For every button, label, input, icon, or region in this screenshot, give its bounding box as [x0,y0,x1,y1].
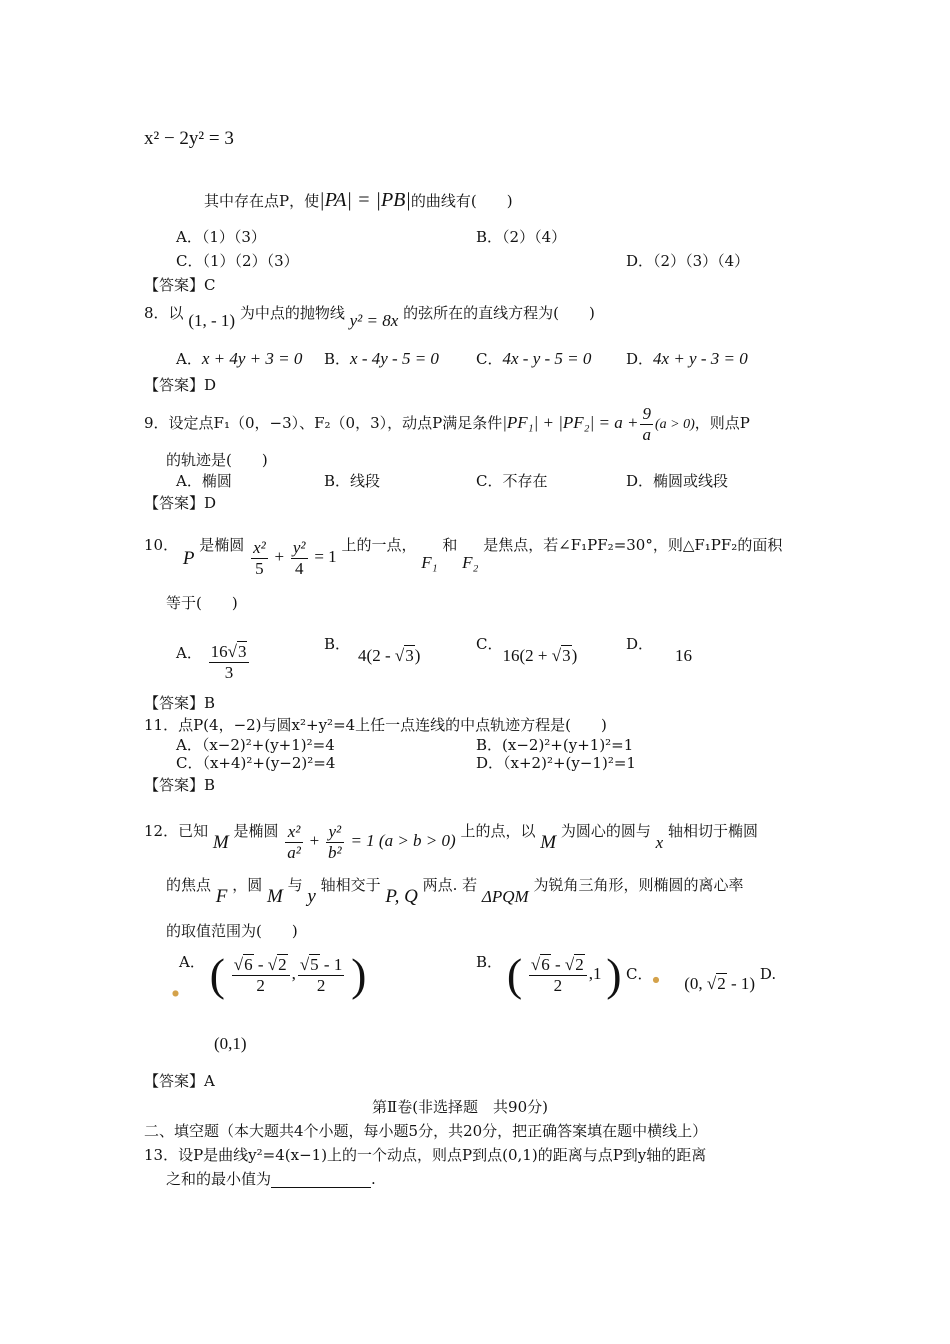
q12-option-b [476,949,622,1000]
q9-frac-den: a [642,424,651,444]
q10-c-label: C． [476,635,503,653]
q12-line3: 的取值范围为( ) [166,922,298,940]
q10-plus: + [274,547,285,567]
q12-b-frac [529,955,587,995]
q9-line2: 的轨迹是( ) [166,451,268,469]
q12-pq: P, Q [385,886,418,907]
q12-frac-x [285,822,303,862]
q10-option-b [324,634,421,665]
q12-b-label: B． [476,953,503,971]
q12-frac-y-num: y² [326,822,344,843]
q10-t3: 是焦点，若∠F₁PF₂=30°，则△F₁PF₂的面积 [483,536,783,555]
q10-frac-y-den: 4 [294,558,304,578]
right-paren-icon: ) [606,949,622,1000]
q8-c-value: 4x - y - 5 = 0 [502,349,592,368]
q12-l2b: ，圆 [232,876,263,894]
q10-frac-x-den: 5 [255,558,264,578]
q7-stem-pre: 其中存在点P，使 [204,192,320,210]
q10-d-label: D． [626,635,654,653]
q10-c-value: 16(2 + √3) [502,646,578,665]
q12-option-c [626,964,777,993]
q12-l2d: 轴相交于 [320,876,381,894]
q7-answer: 【答案】C [144,276,216,294]
q12-l2f: 为锐角三角形，则椭圆的离心率 [533,876,744,894]
q9-post: ，则点P [694,414,750,433]
q10-a-num: 16√3 [209,642,250,663]
q7-stem-abs: |PA| = |PB| [319,189,411,211]
q10-point-p: P [182,548,195,570]
q12-frac-x-den: a² [287,842,301,862]
q8-b-label: B． [324,350,351,368]
q12-m2: M [540,832,557,854]
q12-a-n1: √6 - √2 [232,955,290,976]
q12-triangle: ΔPQM [481,887,529,906]
q10-a-fraction [209,642,250,682]
q10-d-value: 16 [675,646,693,665]
q8-a-label: A． [176,350,202,368]
q12-a-frac1 [232,955,290,995]
q7-option-c: C．（1）（2）（3） [176,252,299,270]
q8-option-a [176,349,302,369]
q8-post: 的弦所在的直线方程为( ) [403,304,595,322]
answer-blank[interactable] [271,1173,371,1188]
q9-option-b: B．线段 [324,472,381,490]
left-paren-icon: ( [209,949,225,1000]
q12-frac-x-num: x² [285,822,303,843]
q13-line2-text: 之和的最小值为 [166,1170,272,1188]
q12-m3: M [266,886,283,907]
q12-line2 [166,874,744,907]
q7-option-b: B．（2）（4） [476,228,567,246]
q10-option-a [176,634,251,682]
q7-equation-4: x² − 2y² = 3 [144,128,234,149]
mark-dot-icon: ● [652,974,660,984]
q9-condition-2: (a > 0) [654,417,695,433]
q7-option-d: D．（2）（3）（4） [626,252,750,270]
q12-y: y [307,886,316,907]
q8-stem [144,303,595,330]
q8-option-d [626,349,748,369]
q10-and: 和 [442,536,458,555]
q12-stem [144,812,759,862]
q12-l2e: 两点. 若 [422,876,478,894]
q11-answer: 【答案】B [144,776,216,794]
q10-num: 10． [144,536,179,555]
q10-frac-x-num: x² [253,538,266,557]
q8-a-value: x + 4y + 3 = 0 [201,349,303,368]
q10-option-d [626,634,693,665]
q12-plus: + [309,831,320,851]
q10-f1: F₁ [421,553,438,573]
q12-b-n1: √6 - √2 [529,955,587,976]
q8-answer: 【答案】D [144,376,217,394]
q13-line2 [166,1170,376,1188]
q9-option-c: C．不存在 [476,472,548,490]
q10-frac-y [291,538,308,578]
q13-line1: 13．设P是曲线y²=4(x−1)上的一个动点，则点P到点(0,1)的距离与点P到y轴的距离 [144,1146,707,1164]
section-title: 第Ⅱ卷(非选择题 共90分) [372,1098,548,1116]
q13-end: . [371,1170,376,1188]
q9-option-a: A．椭圆 [176,472,232,490]
q10-t2: 上的一点， [341,536,417,555]
q12-l2a: 的焦点 [166,876,212,894]
q12-frac-y-den: b² [328,842,342,862]
q10-b-label: B． [324,635,351,653]
left-paren-icon: ( [506,949,523,1000]
q10-frac-y-num: y² [292,538,306,557]
q11-option-a: A．（x−2)²+(y+1)²=4 [176,736,335,754]
q12-a-d1: 2 [256,975,265,995]
q9-option-d: D．椭圆或线段 [626,472,729,490]
q10-b-value: 4(2 - √3) [358,646,421,665]
q12-frac-y [326,822,344,862]
q10-answer: 【答案】B [144,694,216,712]
q12-b-tail: ,1 [588,964,602,983]
q12-x: x [655,833,664,853]
q12-t1: 是椭圆 [233,822,279,841]
q12-answer: 【答案】A [144,1072,215,1090]
q8-num: 8．以 [144,304,184,322]
q12-d-label: D. [759,965,777,983]
q11-option-c: C．（x+4)²+(y−2)²=4 [176,754,336,772]
q10-option-c [476,634,578,665]
q9-stem [144,404,750,444]
q8-point: (1, - 1) [188,311,236,330]
q8-d-value: 4x + y - 3 = 0 [653,349,748,368]
q12-a-label: A． [178,953,205,971]
q12-t2: 上的点，以 [460,822,536,841]
q9-condition: |PF₁| + |PF₂| = a + [502,413,639,433]
q8-parabola: y² = 8x [349,311,399,330]
q8-mid: 为中点的抛物线 [239,304,345,322]
q10-a-label: A． [176,644,202,663]
q8-d-label: D． [626,350,654,368]
q12-option-d-value: (0,1) [214,1034,247,1053]
q10-a-den: 3 [224,662,234,682]
q12-a-n2: √5 - 1 [299,954,343,974]
q11-option-b: B．(x−2)²+(y+1)²=1 [476,736,634,754]
q12-f: F [215,886,228,907]
q12-b-d1: 2 [553,975,563,995]
q12-l2c: 与 [287,876,303,894]
mark-dot-icon: ● [172,988,179,998]
q12-t4: 轴相切于椭圆 [668,822,759,841]
q9-stem-text: 9．设定点F₁（0，−3）、F₂（0，3），动点P满足条件 [144,414,503,433]
q10-frac-x [251,538,268,578]
q8-c-label: C． [476,350,503,368]
q10-t1: 是椭圆 [199,536,245,555]
q9-fraction [640,404,653,444]
q10-f2: F₂ [462,553,479,573]
q7-stem-post: 的曲线有( ) [410,192,513,210]
q10-eq1: = 1 [314,547,337,567]
q11-stem: 11．点P(4，−2)与圆x²+y²=4上任一点连线的中点轨迹方程是( ) [144,716,607,734]
q12-c-label: C． [626,965,653,983]
q9-answer: 【答案】D [144,494,217,512]
q7-option-a: A．（1）（3） [176,228,266,246]
q8-option-c [476,349,591,369]
q12-m: M [212,832,229,854]
q12-option-a: ●A． ( $\frac{√6 - √2}{2}$ , $\frac{√5 - 1}{2}$ ) [172,949,367,1000]
q7-stem [204,188,513,212]
q12-a-frac2 [298,955,345,995]
q8-b-value: x - 4y - 5 = 0 [350,349,439,368]
right-paren-icon: ) [351,949,367,1000]
q9-frac-num: 9 [642,404,651,423]
q8-option-b [324,349,439,369]
q12-num: 12．已知 [144,822,209,841]
q11-option-d: D．（x+2)²+(y−1)²=1 [476,754,636,772]
section-heading: 二、填空题（本大题共4个小题，每小题5分，共20分，把正确答案填在题中横线上） [144,1122,708,1140]
q12-t3: 为圆心的圆与 [560,822,651,841]
q10-line2: 等于( ) [166,594,238,612]
q12-eq: = 1 (a > b > 0) [350,831,456,851]
q10-stem [144,526,783,578]
q12-c-value: (0, √2 - 1) [684,974,756,993]
q12-a-d2: 2 [316,975,326,995]
